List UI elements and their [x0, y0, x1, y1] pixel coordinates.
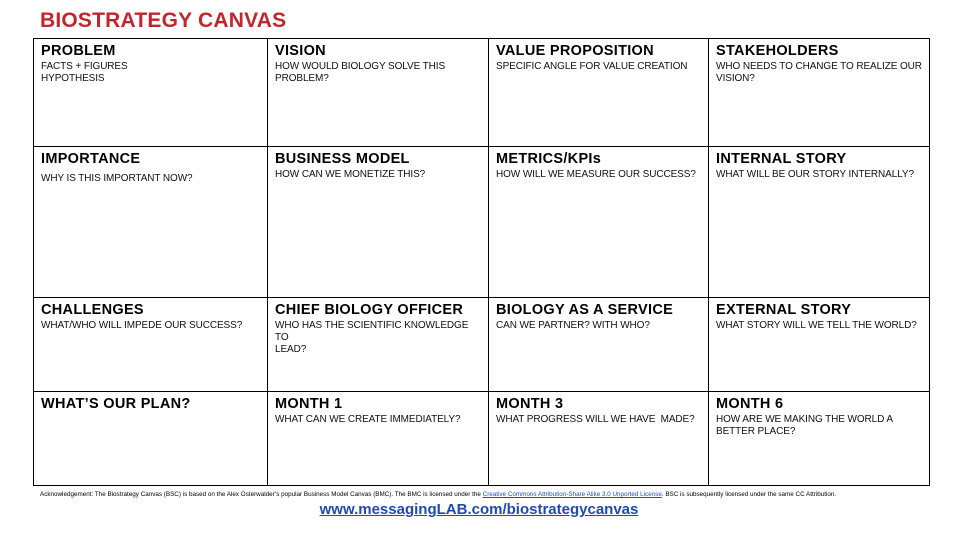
cell-vision	[268, 39, 489, 147]
canvas-grid	[33, 38, 930, 486]
cell-prompt: WHAT/WHO WILL IMPEDE OUR SUCCESS?	[41, 320, 243, 331]
footer-url-link[interactable]: www.messagingLAB.com/biostrategycanvas	[319, 501, 639, 518]
acknowledgement-text: Acknowledgement: The Biostrategy Canvas (BSC) is based on the Alex Osterwalder’s popular Business Model Canvas (BMC). The BMC is licensed under the Creative Commons Attribution-Share Alike 3.0 Unported License. BSC is subsequently licensed under the same CC Attribution.	[40, 491, 837, 498]
cell-prompt: HOW WOULD BIOLOGY SOLVE THIS PROBLEM?	[275, 61, 446, 84]
cell-problem	[34, 39, 268, 147]
cell-heading: IMPORTANCE	[41, 151, 141, 167]
cell-prompt: WHAT PROGRESS WILL WE HAVE MADE?	[496, 414, 695, 425]
cell-heading: BUSINESS MODEL	[275, 151, 410, 167]
cell-heading: WHAT’S OUR PLAN?	[41, 396, 191, 412]
cell-prompt: WHAT STORY WILL WE TELL THE WORLD?	[716, 320, 917, 331]
cell-heading: CHIEF BIOLOGY OFFICER	[275, 302, 464, 318]
canvas-title: BIOSTRATEGY CANVAS	[40, 9, 287, 32]
license-link[interactable]: Creative Commons Attribution-Share Alike 3.0 Unported License	[482, 491, 662, 498]
cell-prompt: WHO HAS THE SCIENTIFIC KNOWLEDGE TO LEAD?	[275, 320, 469, 355]
cell-month-3	[489, 392, 709, 485]
cell-prompt: WHO NEEDS TO CHANGE TO REALIZE OUR VISION?	[716, 61, 922, 84]
cell-prompt: HOW ARE WE MAKING THE WORLD A BETTER PLACE?	[716, 414, 893, 437]
cell-prompt: FACTS + FIGURES HYPOTHESIS	[41, 61, 128, 84]
cell-prompt: CAN WE PARTNER? WITH WHO?	[496, 320, 650, 331]
cell-heading: MONTH 1	[275, 396, 343, 412]
cell-importance	[34, 147, 268, 298]
cell-metrics-kpis	[489, 147, 709, 298]
cell-prompt: WHY IS THIS IMPORTANT NOW?	[41, 173, 193, 184]
cell-prompt: SPECIFIC ANGLE FOR VALUE CREATION	[496, 61, 688, 72]
cell-heading: VALUE PROPOSITION	[496, 43, 654, 59]
cell-heading: MONTH 6	[716, 396, 784, 412]
cell-prompt: WHAT WILL BE OUR STORY INTERNALLY?	[716, 169, 914, 180]
cell-business-model	[268, 147, 489, 298]
cell-biology-as-a-service	[489, 298, 709, 392]
cell-heading: EXTERNAL STORY	[716, 302, 852, 318]
cell-heading: VISION	[275, 43, 326, 59]
cell-challenges	[34, 298, 268, 392]
cell-heading: CHALLENGES	[41, 302, 144, 318]
cell-whats-our-plan	[34, 392, 268, 485]
cell-heading: MONTH 3	[496, 396, 564, 412]
cell-month-1	[268, 392, 489, 485]
cell-heading: BIOLOGY AS A SERVICE	[496, 302, 674, 318]
cell-external-story	[709, 298, 929, 392]
cell-heading: METRICS/KPIs	[496, 151, 602, 167]
cell-heading: INTERNAL STORY	[716, 151, 847, 167]
cell-month-6	[709, 392, 929, 485]
cell-prompt: HOW WILL WE MEASURE OUR SUCCESS?	[496, 169, 696, 180]
cell-chief-biology-officer	[268, 298, 489, 392]
cell-stakeholders	[709, 39, 929, 147]
cell-prompt: WHAT CAN WE CREATE IMMEDIATELY?	[275, 414, 461, 425]
cell-heading: STAKEHOLDERS	[716, 43, 839, 59]
cell-value-proposition	[489, 39, 709, 147]
cell-internal-story	[709, 147, 929, 298]
cell-heading: PROBLEM	[41, 43, 116, 59]
cell-prompt: HOW CAN WE MONETIZE THIS?	[275, 169, 426, 180]
